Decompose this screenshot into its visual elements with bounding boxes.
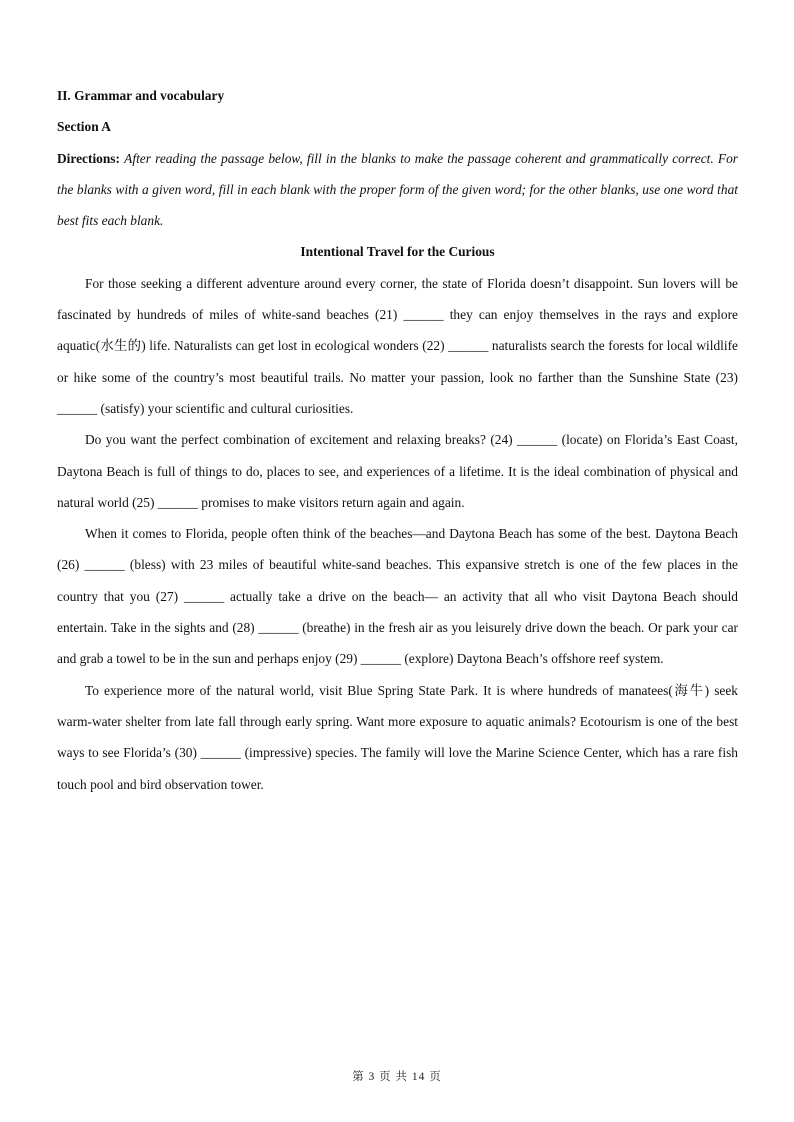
section-heading: II. Grammar and vocabulary	[57, 88, 225, 103]
paragraph-3: When it comes to Florida, people often think of the beaches—and Daytona Beach has some of the best. Daytona Beach (26) ______ (bless) with 23 miles of beautiful white-sand beaches. This expansive stretch is one of the few places in the country that you (27) ______ actually take a drive on the beach— an activity that all who visit Daytona Beach should entertain. Take in the sights and (28) ______ (breathe) in the fresh air as you leisurely drive down the beach. Or park your car and grab a towel to be in the sun and perhaps enjoy (29) ______ (explore) Daytona Beach’s offshore reef system.	[57, 526, 738, 667]
page-number-footer: 第 3 页 共 14 页	[352, 1071, 442, 1083]
passage-title: Intentional Travel for the Curious	[300, 244, 495, 260]
subsection-heading: Section A	[57, 119, 111, 135]
paragraph-1: For those seeking a different adventure around every corner, the state of Florida doesn’t disappoint. Sun lovers will be fascinated by hundreds of miles of white-sand beaches (21) ______ they can enjoy themselves in the rays and explore aquatic(水生的) life. Naturalists can get lost in ecological wonders (22) ______ naturalists search the forests for local wildlife or hike some of the country’s most beautiful trails. No matter your passion, look no farther than the Sunshine State (23) ______ (satisfy) your scientific and cultural curiosities.	[57, 275, 738, 416]
directions-label: Directions:	[57, 150, 120, 166]
directions-text: After reading the passage below, fill in the blanks to make the passage coherent and grammatically correct. For the blanks with a given word, fill in each blank with the proper form of the given word; for the other blanks, use one word that best fits each blank.	[57, 150, 738, 229]
directions	[57, 143, 738, 237]
paragraph-2: Do you want the perfect combination of excitement and relaxing breaks? (24) ______ (locate) on Florida’s East Coast, Daytona Beach is full of things to do, places to see, and experiences of a lifetime. It is the ideal combination of physical and natural world (25) ______ promises to make visitors return again and again.	[57, 432, 738, 510]
document-page	[57, 80, 738, 800]
paragraph-4: To experience more of the natural world, visit Blue Spring State Park. It is where hundreds of manatees(海牛) seek warm-water shelter from late fall through early spring. Want more exposure to aquatic animals? Ecotourism is one of the best ways to see Florida’s (30) ______ (impressive) species. The family will love the Marine Science Center, which has a rare fish touch pool and bird observation tower.	[57, 682, 738, 792]
